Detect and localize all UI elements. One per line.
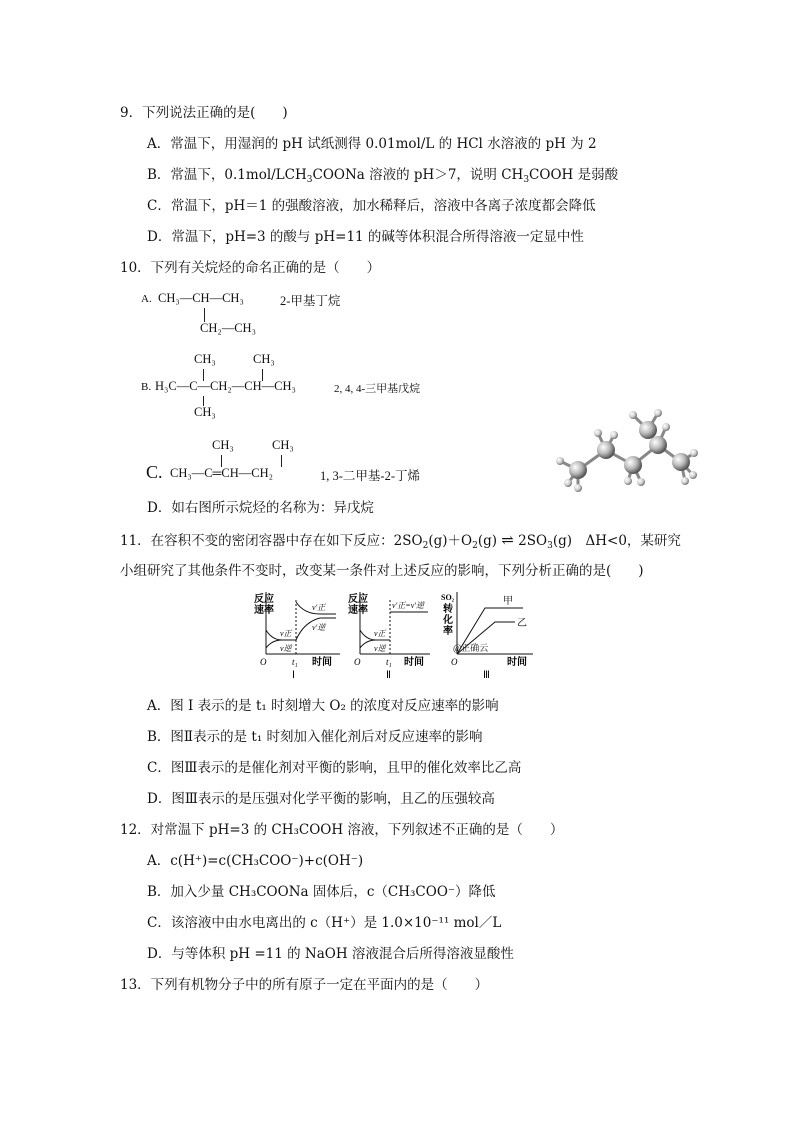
- q9-option-a: A．常温下，用湿润的 pH 试纸测得 0.01mol/L 的 HCl 水溶液的 pH 为 2: [147, 136, 597, 152]
- q10a-bond: [204, 308, 205, 322]
- g3-yi: 乙: [517, 618, 527, 629]
- g2-vn: v逆: [374, 644, 386, 653]
- q9-option-b: B．常温下，$0.1mol/LCH_3COONa$ 溶液的 pH＞7，说明 $CH_3COOH$ 是弱酸: [147, 167, 619, 185]
- q10b-bottom: CH₃: [194, 405, 216, 419]
- q11-option-a: A．图 I 表示的是 t₁ 时刻增大 O₂ 的浓度对反应速率的影响: [147, 698, 499, 714]
- g3-watermark: @正确云: [453, 643, 489, 653]
- g1-roman: Ⅰ: [292, 670, 295, 681]
- graph-2: [344, 590, 434, 685]
- g2-roman: Ⅱ: [386, 670, 391, 681]
- g1-ylabel-2: 速率: [254, 605, 274, 616]
- g2-t: t₁: [386, 657, 392, 667]
- g1-vn: v逆: [280, 644, 292, 653]
- q10c-name: 1, 3-二甲基-2-丁烯: [320, 469, 420, 483]
- g3-ylabel-1: SO₂: [441, 593, 455, 602]
- q12-stem: 12．对常温下 pH=3 的 CH₃COOH 溶液，下列叙述不正确的是（ ）: [120, 822, 564, 838]
- q10b-chain: H₃C—C—CH₂—CH—CH₃: [155, 379, 296, 393]
- q11-stem-line1: 11．在容积不变的密闭容器中存在如下反应：$2SO_2(g)+O_2(g)$ ⇌ $2SO_3(g)$ ΔH<0，某研究: [120, 531, 681, 551]
- g1-vz: v正: [280, 629, 292, 638]
- q10-stem: 10．下列有关烷烃的命名正确的是（ ）: [120, 260, 381, 276]
- q10a-chain: CH₃—CH—CH₃: [158, 291, 244, 305]
- q11-option-b: B．图Ⅱ表示的是 t₁ 时刻加入催化剂后对反应速率的影响: [147, 729, 483, 745]
- g2-ylabel-1: 反应: [348, 594, 368, 605]
- g3-jia: 甲: [503, 596, 513, 607]
- q10b-top2: CH₃: [253, 352, 275, 366]
- q10b-label: B.: [141, 381, 152, 393]
- q11-option-c: C．图Ⅲ表示的是催化剂对平衡的影响，且甲的催化效率比乙高: [147, 760, 522, 776]
- q10c-chain: CH₃—C═CH—CH₂: [170, 466, 274, 480]
- q10-option-d: D．如右图所示烷烃的名称为：异戊烷: [147, 500, 374, 516]
- g2-ylabel-2: 速率: [348, 605, 368, 616]
- g3-ylabel-4: 率: [443, 626, 453, 637]
- g3-ylabel-2: 转: [443, 604, 453, 615]
- q11-option-d: D．图Ⅲ表示的是压强对化学平衡的影响，且乙的压强较高: [147, 791, 495, 807]
- g3-ylabel-3: 化: [443, 615, 453, 626]
- g3-xlabel: 时间: [507, 657, 527, 668]
- g1-vz2: v′正: [312, 603, 326, 612]
- q9-stem: 9．下列说法正确的是( ): [120, 105, 288, 121]
- q9-option-c: C．常温下，pH＝1 的强酸溶液，加水稀释后，溶液中各离子浓度都会降低: [147, 198, 596, 214]
- g1-t: t₁: [292, 657, 298, 667]
- molecule-model-image: [548, 405, 698, 495]
- graph-1: [250, 590, 345, 685]
- q11-stem-line2: 小组研究了其他条件不变时，改变某一条件对上述反应的影响，下列分析正确的是( ): [120, 563, 644, 579]
- g3-roman: Ⅲ: [483, 670, 490, 681]
- g1-xlabel: 时间: [312, 657, 332, 668]
- q13-stem: 13．下列有机物分子中的所有原子一定在平面内的是（ ）: [120, 977, 489, 993]
- q10c-label: C.: [146, 462, 163, 482]
- q10c-top2: CH₃: [272, 438, 294, 452]
- q9-option-d: D．常温下，pH=3 的酸与 pH=11 的碱等体积混合所得溶液一定显中性: [147, 229, 584, 245]
- q12-option-c: C．该溶液中由水电离出的 c（H⁺）是 1.0×10⁻¹¹ mol／L: [147, 915, 502, 931]
- graph-3: [437, 590, 537, 685]
- g1-vn2: v′逆: [312, 623, 326, 632]
- q10a-label: A.: [141, 293, 152, 305]
- g2-xlabel: 时间: [404, 657, 424, 668]
- g2-origin: O: [354, 657, 361, 667]
- q12-option-b: B．加入少量 CH₃COONa 固体后，c（CH₃COO⁻）降低: [147, 884, 496, 900]
- q10b-top1: CH₃: [194, 352, 216, 366]
- g1-ylabel-1: 反应: [254, 594, 274, 605]
- g2-vz: v正: [374, 629, 386, 638]
- q10c-top1: CH₃: [212, 438, 234, 452]
- g3-origin: O: [451, 657, 458, 667]
- g2-eq: v′正=v′逆: [392, 601, 424, 610]
- q10a-branch: CH₂—CH₃: [200, 321, 256, 335]
- q12-option-d: D．与等体积 pH =11 的 NaOH 溶液混合后所得溶液显酸性: [147, 946, 514, 962]
- q10c-bond2: [281, 455, 282, 467]
- q12-option-a: A．c(H⁺)=c(CH₃COO⁻)+c(OH⁻): [147, 853, 364, 869]
- q10b-name: 2, 4, 4-三甲基戊烷: [334, 383, 421, 395]
- g1-origin: O: [260, 657, 267, 667]
- q10a-name: 2-甲基丁烷: [280, 294, 341, 308]
